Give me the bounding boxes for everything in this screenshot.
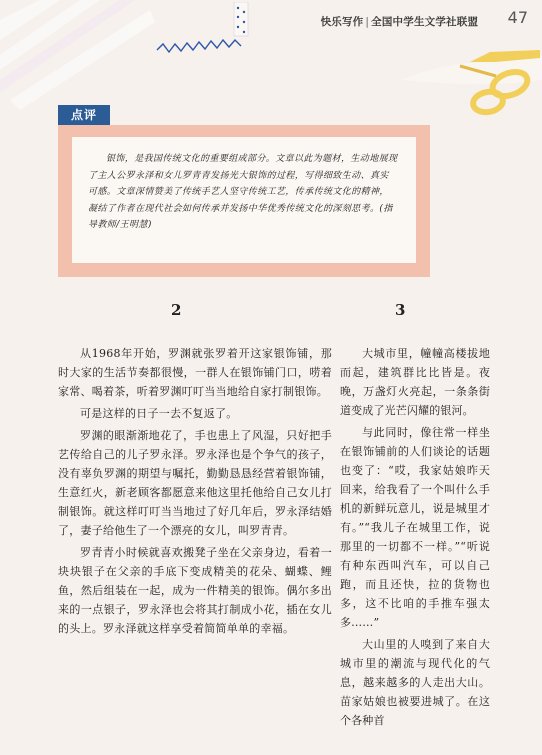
comment-tab-label: 点评: [58, 105, 110, 125]
dotted-strip-decoration: [230, 2, 254, 38]
header-separator: |: [365, 16, 370, 28]
stripe-decoration: [0, 0, 160, 110]
comment-inner: [72, 137, 416, 263]
running-header: [321, 14, 520, 29]
paragraph: 罗青青小时候就喜欢搬凳子坐在父亲身边，看着一块块银子在父亲的手底下变成精美的花朵、蝴蝶、鲤鱼，然后组装在一起，成为一件精美的银饰。偶尔多出来的一点银子，罗永泽也会将其打制成小花，插在女儿的头上。罗永泽就这样享受着简简单单的幸福。: [58, 546, 332, 635]
scissors-decoration: [400, 22, 542, 122]
section-number-right: 3: [395, 301, 406, 319]
section-number-left: 2: [171, 301, 182, 319]
page-number: 47: [507, 8, 528, 27]
paragraph: 从1968年开始，罗渊就张罗着开这家银饰铺，那时大家的生活节奏都很慢，一群人在银饰铺门口，唠着家常、喝着茶，听着罗渊叮叮当当地给自家打制银饰。: [58, 347, 332, 398]
zigzag-decoration: [155, 36, 245, 60]
running-subtitle: 全国中学生文学社联盟: [371, 16, 479, 28]
right-column: [340, 344, 490, 730]
paragraph: 可是这样的日子一去不复返了。: [80, 407, 238, 420]
paragraph: 与此同时，像往常一样坐在银饰铺前的人们谈论的话题也变了：“哎，我家姑娘昨天回来，给我看了一个叫什么手机的新鲜玩意儿，说是城里才有。”“我儿子在城里工作，说那里的一切都不一样。”“听说有种东西叫汽车，可以自己跑，而且还快，拉的货物也多，这不比咱的手推车强太多……”: [340, 426, 490, 629]
running-title: 快乐写作: [320, 16, 364, 28]
comment-text: 银饰，是我国传统文化的重要组成部分。文章以此为题材，生动地展现了主人公罗永泽和女儿罗青青发扬光大银饰的过程，写得细致生动、真实可感。文章深情赞美了传统手艺人坚守传统工艺，传承传统文化的精神，凝结了作者在现代社会如何传承并发扬中华优秀传统文化的深刻思考。(指导教师/王明慧): [88, 154, 398, 231]
paragraph: 大山里的人嗅到了来自大城市里的潮流与现代化的气息，越来越多的人走出大山。苗家姑娘也被要进城了。在这个各种首: [340, 638, 490, 727]
paragraph: 罗渊的眼渐渐地花了，手也患上了风湿，只好把手艺传给自己的儿子罗永泽。罗永泽也是个争气的孩子，没有辜负罗渊的期望与嘱托，勤勤恳恳经营着银饰铺，生意红火，新老顾客都愿意来他这里托他给自己女儿打制银饰。就这样叮叮当当地过了好几年后，罗永泽结婚了，妻子给他生了一个漂亮的女儿，叫罗青青。: [58, 429, 332, 537]
paragraph: 大城市里，幢幢高楼拔地而起，建筑群比比皆是。夜晚，万盏灯火亮起，一条条街道变成了光芒闪耀的银河。: [340, 347, 490, 417]
left-column: [58, 344, 332, 638]
comment-box: [58, 125, 430, 277]
